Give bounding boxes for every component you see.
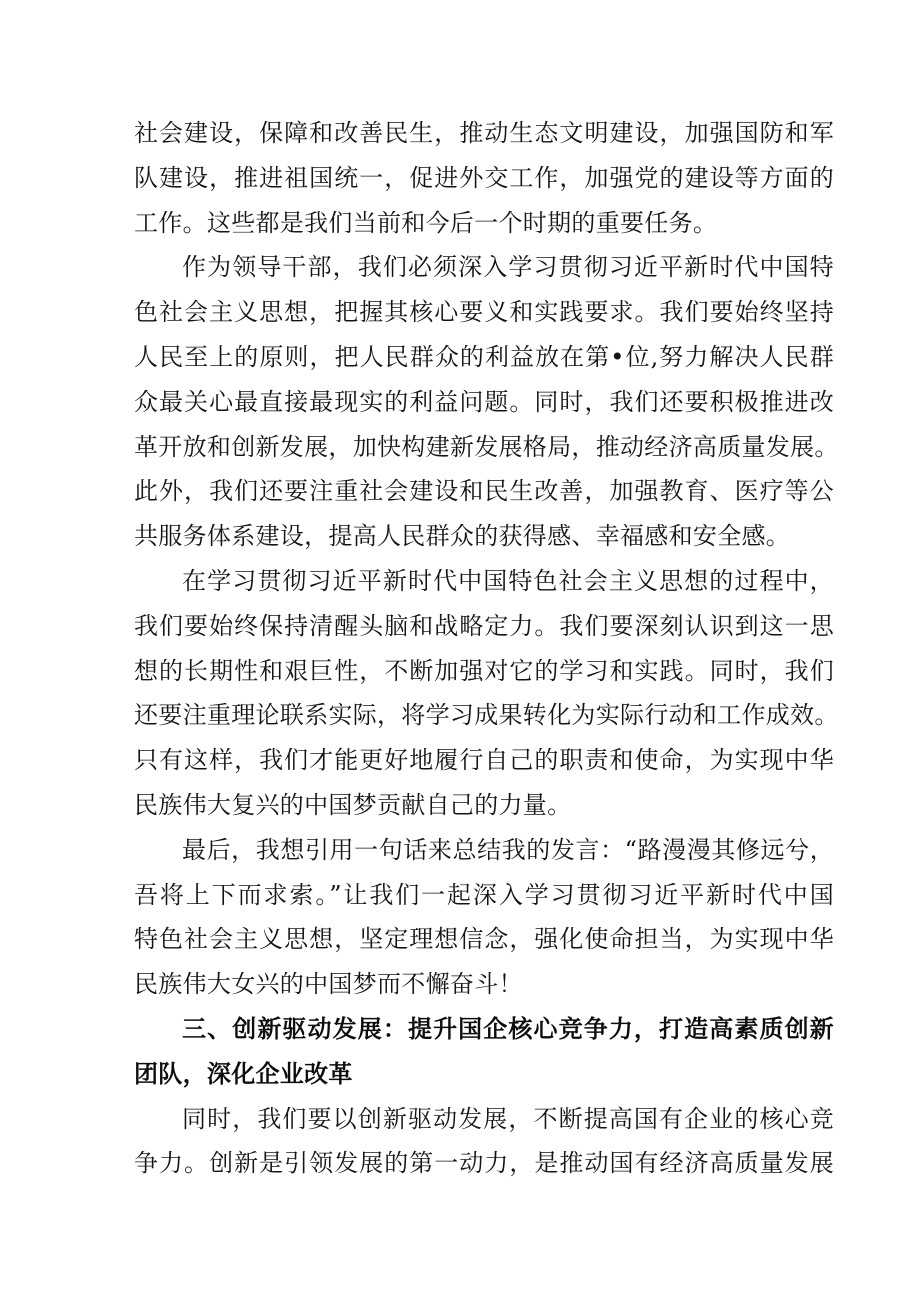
paragraph-line: 最后，我想引用一句话来总结我的发言：“路漫漫其修远兮， xyxy=(182,835,834,864)
paragraph-line: 社会建设，保障和改善民生，推动生态文明建设，加强国防和军 xyxy=(134,119,834,147)
paragraph-line: 革开放和创新发展，加快构建新发展格局，推动经济高质量发展。 xyxy=(134,432,839,461)
paragraph-line: 作为领导干部，我们必须深入学习贯彻习近平新时代中国特 xyxy=(182,253,834,282)
paragraph-line: 队建设，推进祖国统一，促进外交工作，加强党的建设等方面的 xyxy=(134,163,834,192)
paragraph-line: 工作。这些都是我们当前和今后一个时期的重要任务。 xyxy=(134,208,718,237)
paragraph-line: 争力。创新是引领发展的第一动力，是推动国有经济高质量发展 xyxy=(134,1149,834,1178)
section-heading-line: 团队，深化企业改革 xyxy=(134,1058,353,1088)
paragraph-line: 人民至上的原则，把人民群众的利益放在第•位,努力解决人民群 xyxy=(134,342,834,371)
paragraph-line: 色社会主义思想，把握其核心要义和实践要求。我们要始终坚持 xyxy=(134,298,834,327)
paragraph-line: 只有这样，我们才能更好地履行自己的职责和使命，为实现中华 xyxy=(134,746,834,775)
paragraph-line: 想的长期性和艰巨性，不断加强对它的学习和实践。同时，我们 xyxy=(134,656,834,685)
paragraph-line: 民族伟大复兴的中国梦贡献自己的力量。 xyxy=(134,790,572,819)
paragraph-line: 民族伟大女兴的中国梦而不懈奋斗！ xyxy=(134,970,523,999)
section-heading-line: 三、创新驱动发展：提升国企核心竞争力，打造高素质创新 xyxy=(182,1013,834,1043)
paragraph-line: 吾将上下而求索。”让我们一起深入学习贯彻习近平新时代中国 xyxy=(134,880,834,909)
paragraph-line: 共服务体系建设，提高人民群众的获得感、幸福感和安全感。 xyxy=(134,522,791,551)
paragraph-line: 同时，我们要以创新驱动发展，不断提高国有企业的核心竞 xyxy=(182,1104,834,1133)
document-body xyxy=(134,111,839,1186)
paragraph-line: 特色社会主义思想，坚定理想信念，强化使命担当，为实现中华 xyxy=(134,925,834,954)
paragraph-line: 众最关心最直接最现实的利益问题。同时，我们还要积极推进改 xyxy=(134,387,834,416)
paragraph-line: 此外，我们还要注重社会建设和民生改善，加强教育、医疗等公 xyxy=(134,477,834,506)
paragraph-line: 在学习贯彻习近平新时代中国特色社会主义思想的过程中， xyxy=(182,566,834,595)
paragraph-line: 还要注重理论联系实际，将学习成果转化为实际行动和工作成效。 xyxy=(134,701,839,730)
paragraph-line: 我们要始终保持清醒头脑和战略定力。我们要深刻认识到这一思 xyxy=(134,611,834,640)
